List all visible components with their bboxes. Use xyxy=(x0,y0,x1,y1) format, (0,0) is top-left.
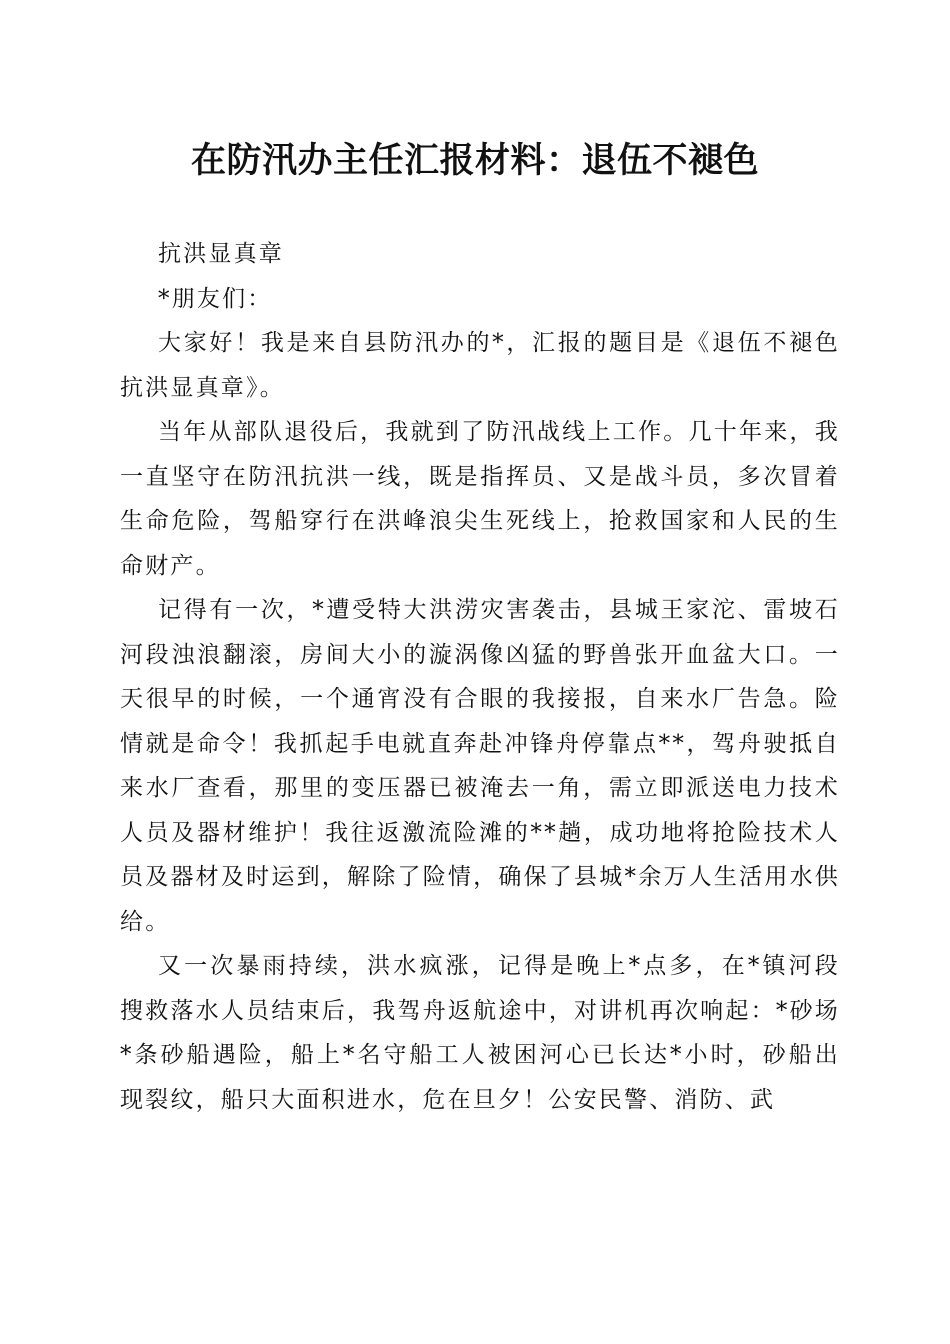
document-body xyxy=(120,232,840,1122)
body-paragraph: 记得有一次，*遭受特大洪涝灾害袭击，县城王家沱、雷坡石河段浊浪翻滚，房间大小的漩涡像凶猛的野兽张开血盆大口。一天很早的时候，一个通宵没有合眼的我接报，自来水厂告急。险情就是命令！我抓起手电就直奔赴冲锋舟停靠点**，驾舟驶抵自来水厂查看，那里的变压器已被淹去一角，需立即派送电力技术人员及器材维护！我往返激流险滩的**趟，成功地将抢险技术人员及器材及时运到，解除了险情，确保了县城*余万人生活用水供给。 xyxy=(120,597,840,935)
document-title: 在防汛办主任汇报材料：退伍不褪色 xyxy=(190,140,759,181)
salutation-paragraph: *朋友们： xyxy=(158,285,273,312)
body-paragraph: 当年从部队退役后，我就到了防汛战线上工作。几十年来，我一直坚守在防汛抗洪一线，既是指挥员、又是战斗员，多次冒着生命危险，驾船穿行在洪峰浪尖生死线上，抢救国家和人民的生命财产。 xyxy=(120,419,840,579)
body-paragraph: 大家好！我是来自县防汛办的*，汇报的题目是《退伍不褪色抗洪显真章》。 xyxy=(120,330,840,401)
body-paragraph: 又一次暴雨持续，洪水疯涨，记得是晚上*点多，在*镇河段搜救落水人员结束后，我驾舟返航途中，对讲机再次响起：*砂场*条砂船遇险，船上*名守船工人被困河心已长达*小时，砂船出现裂纹，船只大面积进水，危在旦夕！公安民警、消防、武 xyxy=(120,953,840,1113)
subtitle-paragraph: 抗洪显真章 xyxy=(158,241,284,267)
